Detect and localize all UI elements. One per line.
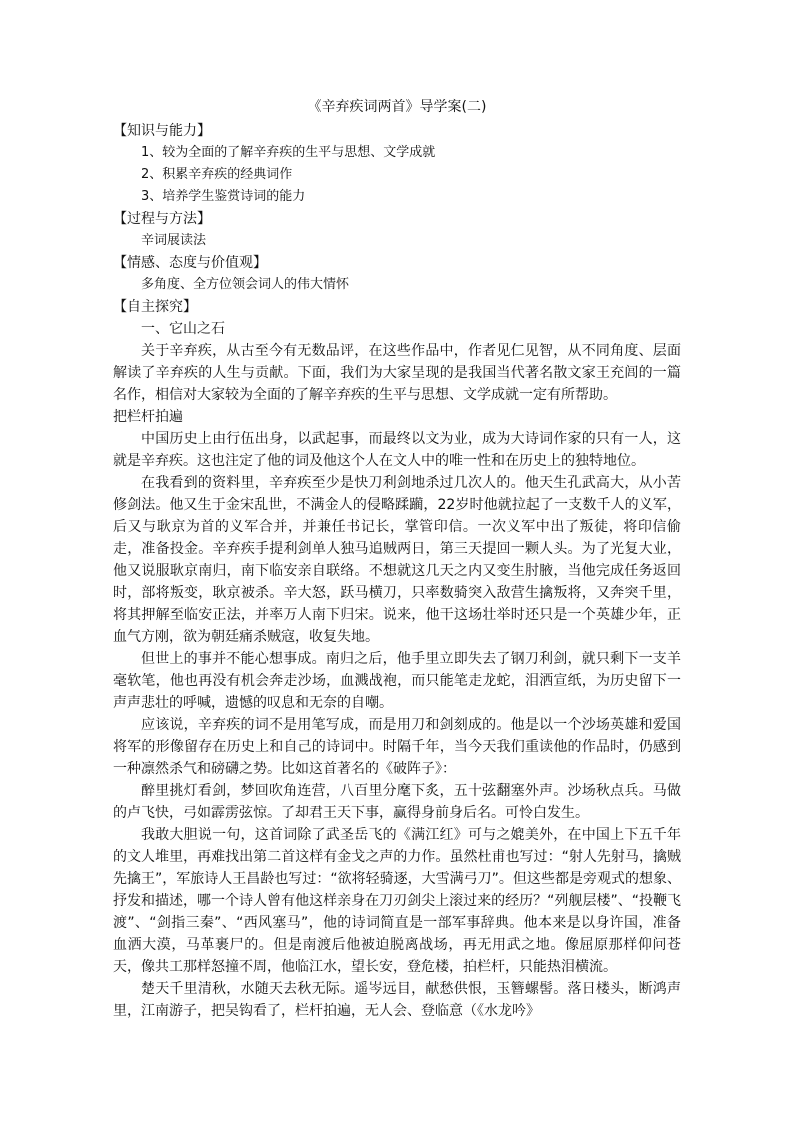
- section-process: 【过程与方法】: [113, 211, 211, 227]
- section-emotion: 【情感、态度与价值观】: [113, 255, 267, 271]
- process-item: 辛词展读法: [141, 233, 207, 248]
- article-paragraph: 但世上的事并不能心想事成。南归之后，他手里立即失去了钢刀利剑，就只剩下一支羊毫软笔，他也再没有机会奔走沙场，血溅战袍，而只能笔走龙蛇，泪洒宣纸，为历史留下一声声悲壮的呼喊，遗憾的叹息和无奈的自嘲。: [113, 651, 681, 711]
- knowledge-item: 2、积累辛弃疾的经典词作: [141, 167, 293, 182]
- poem-quote: 楚天千里清秋，水随天去秋无际。遥岑远目，献愁供恨，玉簪螺髻。落日楼头，断鸿声里，江南游子，把吴钩看了，栏杆拍遍，无人会、登临意（《水龙吟》: [113, 981, 681, 1019]
- article-paragraph: 中国历史上由行伍出身，以武起事，而最终以文为业，成为大诗词作家的只有一人，这就是辛弃疾。这也注定了他的词及他这个人在文人中的唯一性和在历史上的独特地位。: [113, 431, 681, 469]
- knowledge-item: 3、培养学生鉴赏诗词的能力: [141, 189, 306, 204]
- knowledge-item: 1、较为全面的了解辛弃疾的生平与思想、文学成就: [141, 145, 436, 160]
- document-title: 《辛弃疾词两首》导学案(二): [307, 99, 487, 115]
- intro-paragraph: 关于辛弃疾，从古至今有无数品评，在这些作品中，作者见仁见智，从不同角度、层面解读了辛弃疾的人生与贡献。下面，我们为大家呈现的是我国当代著名散文家王充闾的一篇名作，相信对大家较为全面的了解辛弃疾的生平与思想、文学成就一定有所帮助。: [113, 343, 681, 403]
- article-paragraph: 我敢大胆说一句，这首词除了武圣岳飞的《满江红》可与之媲美外，在中国上下五千年的文人堆里，再难找出第二首这样有金戈之声的力作。虽然杜甫也写过：“射人先射马，擒贼先擒王”，军旅诗人王昌龄也写过：“欲将轻骑逐，大雪满弓刀”。但这些都是旁观式的想象、抒发和描述，哪一个诗人曾有他这样亲身在刀刃剑尖上滚过来的经历？“列舰层楼”、“投鞭飞渡”、“剑指三秦”、“西风塞马”，他的诗词简直是一部军事辞典。他本来是以身许国，准备血洒大漠，马革裹尸的。但是南渡后他被迫脱离战场，再无用武之地。像屈原那样仰问苍天，像共工那样怒撞不周，他临江水，望长安，登危楼，拍栏杆，只能热泪横流。: [113, 827, 681, 975]
- article-paragraph: 应该说，辛弃疾的词不是用笔写成，而是用刀和剑刻成的。他是以一个沙场英雄和爱国将军的形像留存在历史上和自己的诗词中。时隔千年，当今天我们重读他的作品时，仍感到一种凛然杀气和磅礴之势。比如这首著名的《破阵子》：: [113, 717, 681, 777]
- article-title: 把栏杆拍遍: [113, 409, 183, 425]
- section-knowledge: 【知识与能力】: [113, 123, 211, 139]
- article-paragraph: 在我看到的资料里，辛弃疾至少是快刀利剑地杀过几次人的。他天生孔武高大，从小苦修剑法。他又生于金宋乱世，不满金人的侵略蹂躏，22岁时他就拉起了一支数千人的义军，后又与耿京为首的义军合并，并兼任书记长，掌管印信。一次义军中出了叛徒，将印信偷走，准备投金。辛弃疾手提利剑单人独马追贼两日，第三天提回一颗人头。为了光复大业，他又说服耿京南归，南下临安亲自联络。不想就这几天之内又变生肘腋，当他完成任务返回时，部将叛变，耿京被杀。辛大怒，跃马横刀，只率数骑突入敌营生擒叛将，又奔突千里，将其押解至临安正法，并率万人南下归宋。说来，他干这场壮举时还只是一个英雄少年，正血气方刚，欲为朝廷痛杀贼寇，收复失地。: [113, 475, 681, 645]
- subsection-heading: 一、它山之石: [141, 321, 225, 337]
- section-self-study: 【自主探究】: [113, 299, 197, 315]
- document-page: [113, 96, 681, 1022]
- poem-quote: 醉里挑灯看剑，梦回吹角连营，八百里分麾下炙，五十弦翻塞外声。沙场秋点兵。马做的卢飞快，弓如霹雳弦惊。了却君王天下事，赢得身前身后名。可怜白发生。: [113, 783, 681, 821]
- emotion-item: 多角度、全方位领会词人的伟大情怀: [141, 277, 350, 292]
